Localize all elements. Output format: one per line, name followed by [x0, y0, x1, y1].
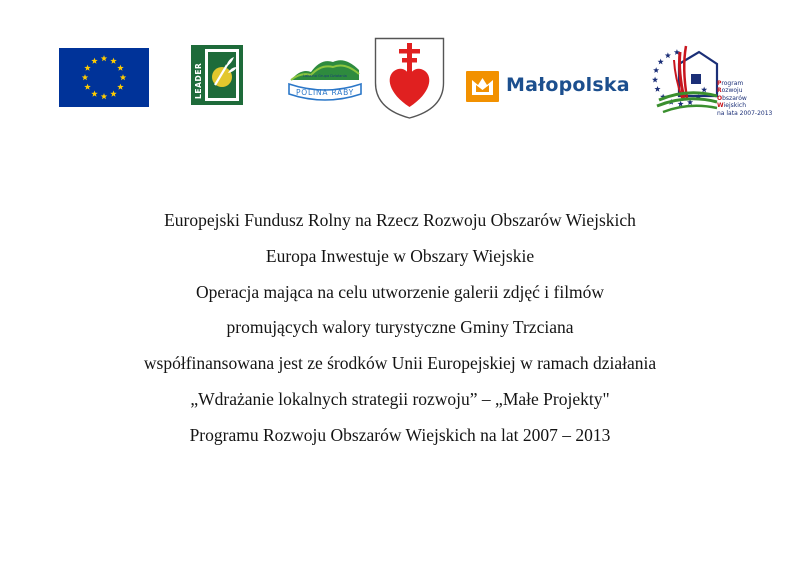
malopolska-wordmark: Małopolska	[506, 74, 630, 96]
malopolska-emblem-icon	[466, 71, 499, 102]
star-icon	[654, 86, 660, 92]
eu-flag-icon	[59, 48, 149, 107]
star-icon	[658, 59, 664, 65]
prow-logo-icon	[649, 42, 719, 117]
prow-line-1: Program	[717, 80, 744, 87]
leader-logo-icon	[191, 45, 243, 105]
polina-raby-logo-icon	[287, 50, 363, 102]
line-fund-name: Europejski Fundusz Rolny na Rzecz Rozwoju Obszarów Wiejskich	[164, 210, 636, 230]
line-promotion: promujących walory turystyczne Gminy Trzciana	[226, 317, 574, 338]
polina-ribbon-text: POLINA RABY	[295, 88, 355, 97]
prow-text-block	[717, 80, 772, 117]
line-operation: Operacja mająca na celu utworzenie galerii zdjęć i filmów	[195, 281, 605, 302]
star-icon	[653, 67, 659, 73]
star-icon	[701, 87, 707, 93]
prow-line-2: Rozwoju	[717, 87, 743, 95]
line-measure: „Wdrażanie lokalnych strategii rozwoju” – „Małe Projekty"	[190, 388, 610, 409]
line-programme: Programu Rozwoju Obszarów Wiejskich na lat 2007 – 2013	[189, 424, 611, 445]
document-body	[0, 203, 800, 454]
prow-line-4: Wiejskich	[717, 102, 747, 110]
prow-years: na lata 2007-2013	[717, 109, 773, 117]
polina-top-text: Lokalna Grupa Działania	[303, 74, 347, 78]
star-icon	[665, 52, 671, 58]
line-slogan: Europa Inwestuje w Obszary Wiejskie	[265, 245, 535, 266]
leader-logo-text: LEADER	[194, 62, 203, 99]
star-icon	[652, 77, 658, 83]
line-cofinancing: współfinansowana jest ze środków Unii Europejskiej w ramach działania	[143, 353, 657, 374]
heart-cross-crest-icon	[374, 37, 445, 120]
prow-line-3: Obszarów	[717, 94, 747, 102]
